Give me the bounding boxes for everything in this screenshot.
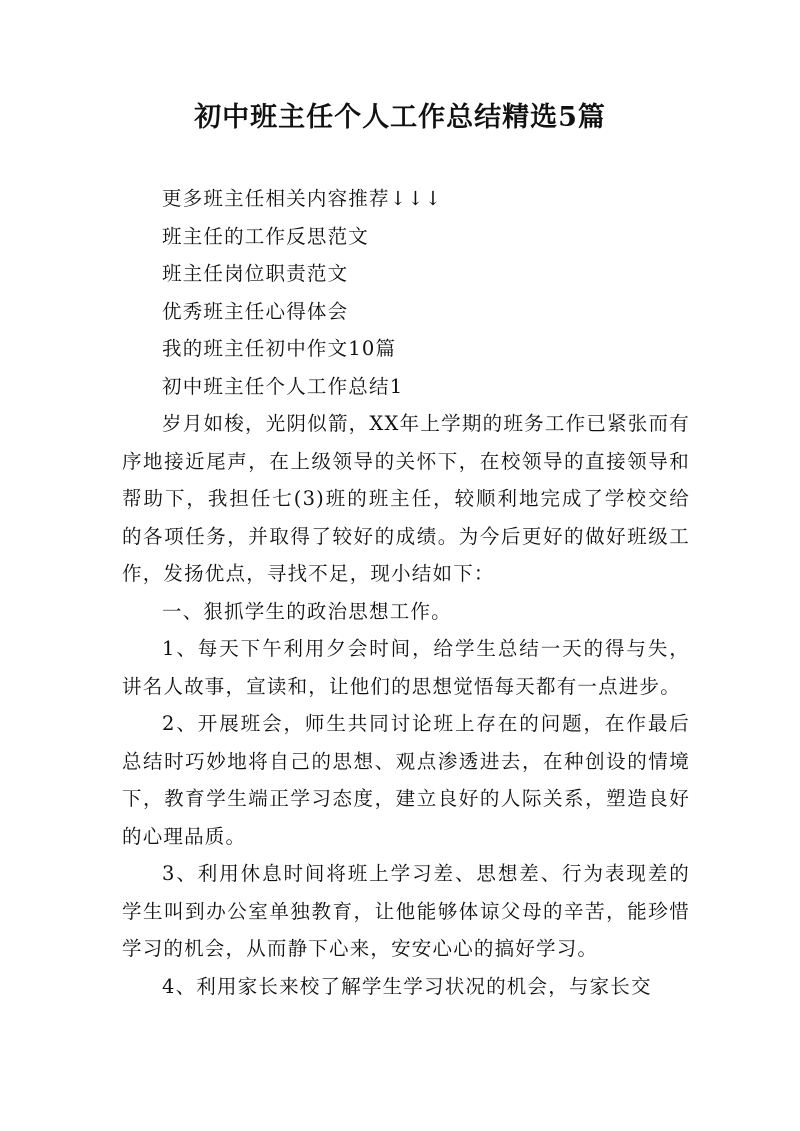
recommend-list	[122, 180, 690, 405]
section-title: 初中班主任个人工作总结1	[162, 374, 404, 398]
paragraph-item-1: 1、每天下午利用夕会时间，给学生总结一天的得与失，讲名人故事，宣读和，让他们的思想觉悟每天都有一点进步。	[122, 637, 690, 698]
recommend-link[interactable]: 优秀班主任心得体会	[162, 299, 349, 323]
recommend-link[interactable]: 班主任的工作反思范文	[162, 224, 370, 248]
recommend-link[interactable]: 我的班主任初中作文10篇	[162, 337, 397, 360]
document-title: 初中班主任个人工作总结精选5篇	[194, 102, 606, 133]
paragraph-item-3: 3、利用休息时间将班上学习差、思想差、行为表现差的学生叫到办公室单独教育，让他能够体谅父母的辛苦，能珍惜学习的机会，从而静下心来，安安心心的搞好学习。	[122, 862, 690, 960]
document-body	[122, 180, 690, 1005]
paragraph-intro: 岁月如梭，光阴似箭，XX年上学期的班务工作已紧张而有序地接近尾声，在上级领导的关怀下，在校领导的直接领导和帮助下，我担任七(3)班的班主任，较顺利地完成了学校交给的各项任务，并取得了较好的成绩。为今后更好的做好班级工作，发扬优点，寻找不足，现小结如下：	[122, 412, 690, 585]
paragraph-item-2: 2、开展班会，师生共同讨论班上存在的问题，在作最后总结时巧妙地将自己的思想、观点渗透进去，在种创设的情境下，教育学生端正学习态度，建立良好的人际关系，塑造良好的心理品质。	[122, 712, 690, 848]
recommend-link[interactable]: 班主任岗位职责范文	[162, 262, 349, 285]
paragraph-heading: 一、狠抓学生的政治思想工作。	[162, 599, 452, 623]
recommend-header: 更多班主任相关内容推荐↓↓↓	[162, 187, 443, 210]
paragraph-item-4: 4、利用家长来校了解学生学习状况的机会，与家长交	[162, 974, 652, 998]
